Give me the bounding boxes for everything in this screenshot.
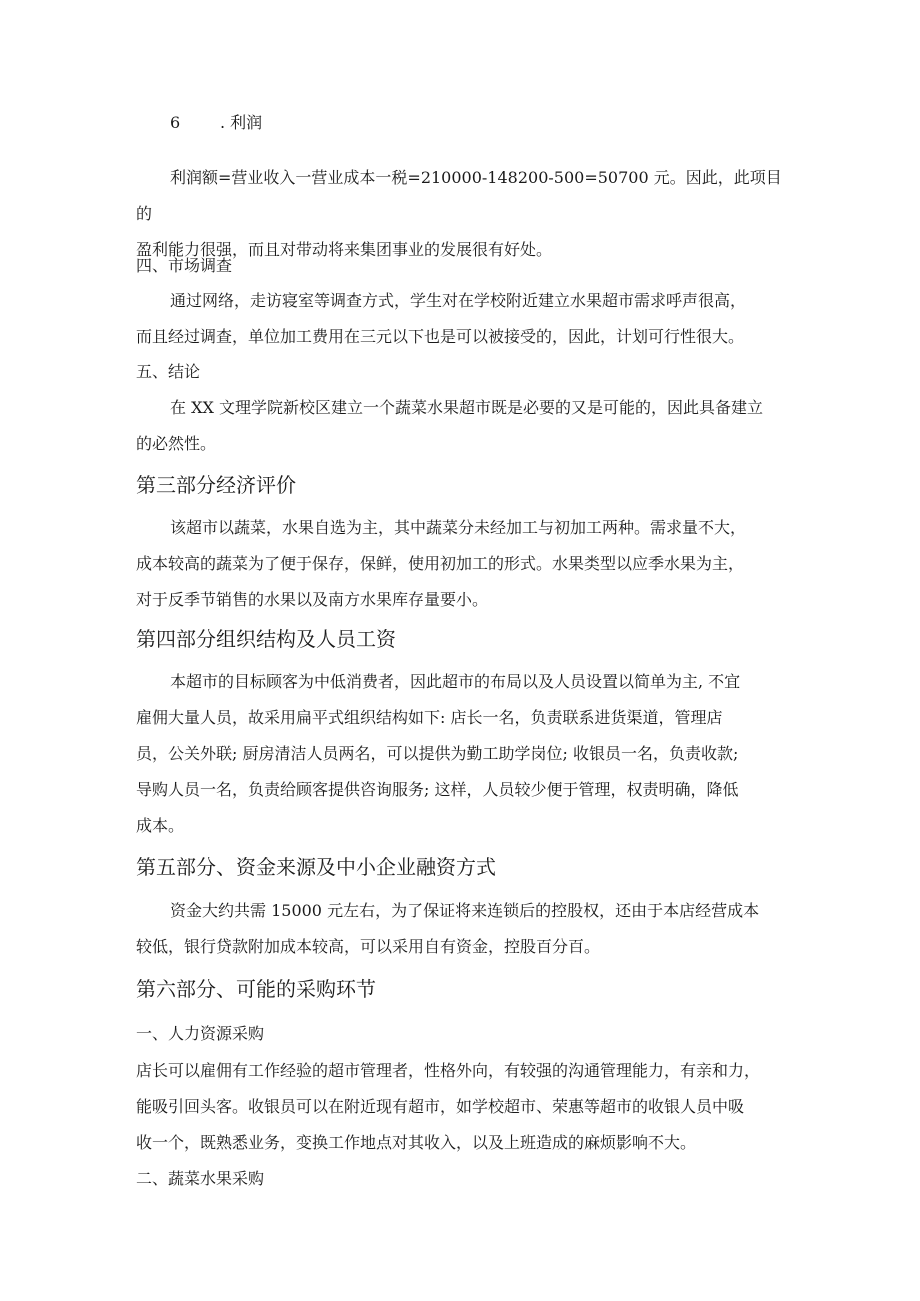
part-6-title: 第六部分、可能的采购环节 bbox=[136, 977, 376, 1001]
part-6-paragraph: 店长可以雇佣有工作经验的超市管理者，性格外向，有较强的沟通管理能力，有亲和力， 能吸引回头客。收银员可以在附近现有超市，如学校超市、荣惠等超市的收银人员中吸 收一个，既熟悉业务，变换工作地点对其收入，以及上班造成的麻烦影响不大。 bbox=[136, 1061, 761, 1152]
conclusion-line-1: 在 XX 文理学院新校区建立一个蔬菜水果超市既是必要的又是可能的，因此具备建立 bbox=[170, 398, 763, 417]
part-5-title: 第五部分、资金来源及中小企业融资方式 bbox=[136, 855, 496, 879]
part-6-sub-1: 一、人力资源采购 bbox=[136, 1024, 265, 1043]
part-3-title: 第三部分经济评价 bbox=[136, 473, 296, 497]
section-6-heading bbox=[136, 108, 796, 138]
part-4-title: 第四部分组织结构及人员工资 bbox=[136, 627, 396, 651]
section-title: . 利润 bbox=[220, 113, 263, 132]
market-line-1: 通过网络，走访寝室等调查方式，学生对在学校附近建立水果超市需求呼声很高， bbox=[170, 291, 747, 310]
conclusion-paragraph bbox=[136, 390, 796, 462]
conclusion-heading: 五、结论 bbox=[136, 362, 201, 381]
market-paragraph bbox=[136, 283, 796, 355]
part-3-paragraph: 该超市以蔬菜，水果自选为主，其中蔬菜分未经加工与初加工两种。需求量不大， 成本较高的蔬菜为了便于保存，保鲜，使用初加工的形式。水果类型以应季水果为主， 对于反季节销售的水果以及南方水果库存量要小。 bbox=[136, 518, 747, 609]
market-heading: 四、市场调查 bbox=[136, 256, 233, 275]
profit-line-1: 利润额=营业收入一营业成本一税=210000-148200-500=50700 元。因此，此项目的 bbox=[136, 168, 782, 223]
conclusion-line-2: 的必然性。 bbox=[136, 434, 217, 453]
profit-line-2: 盈利能力很强，而且对带动将来集团事业的发展很有好处。 bbox=[136, 240, 553, 259]
part-6-sub-2: 二、蔬菜水果采购 bbox=[136, 1169, 265, 1188]
part-4-paragraph: 本超市的目标顾客为中低消费者，因此超市的布局以及人员设置以简单为主, 不宜 雇佣大量人员，故采用扁平式组织结构如下: 店长一名，负责联系进货渠道，管理店 员，公关外联; 厨房清洁人员两名，可以提供为勤工助学岗位; 收银员一名，负责收款; 导购人员一名，负责给顾客提供咨询服务; 这样，人员较少便于管理，权责明确，降低 成本。 bbox=[136, 672, 741, 835]
section-number: 6 bbox=[170, 113, 181, 132]
part-5-paragraph: 资金大约共需 15000 元左右，为了保证将来连锁后的控股权，还由于本店经营成本 较低，银行贷款附加成本较高，可以采用自有资金，控股百分百。 bbox=[136, 901, 760, 956]
market-line-2: 而且经过调查，单位加工费用在三元以下也是可以被接受的，因此，计划可行性很大。 bbox=[136, 327, 745, 346]
